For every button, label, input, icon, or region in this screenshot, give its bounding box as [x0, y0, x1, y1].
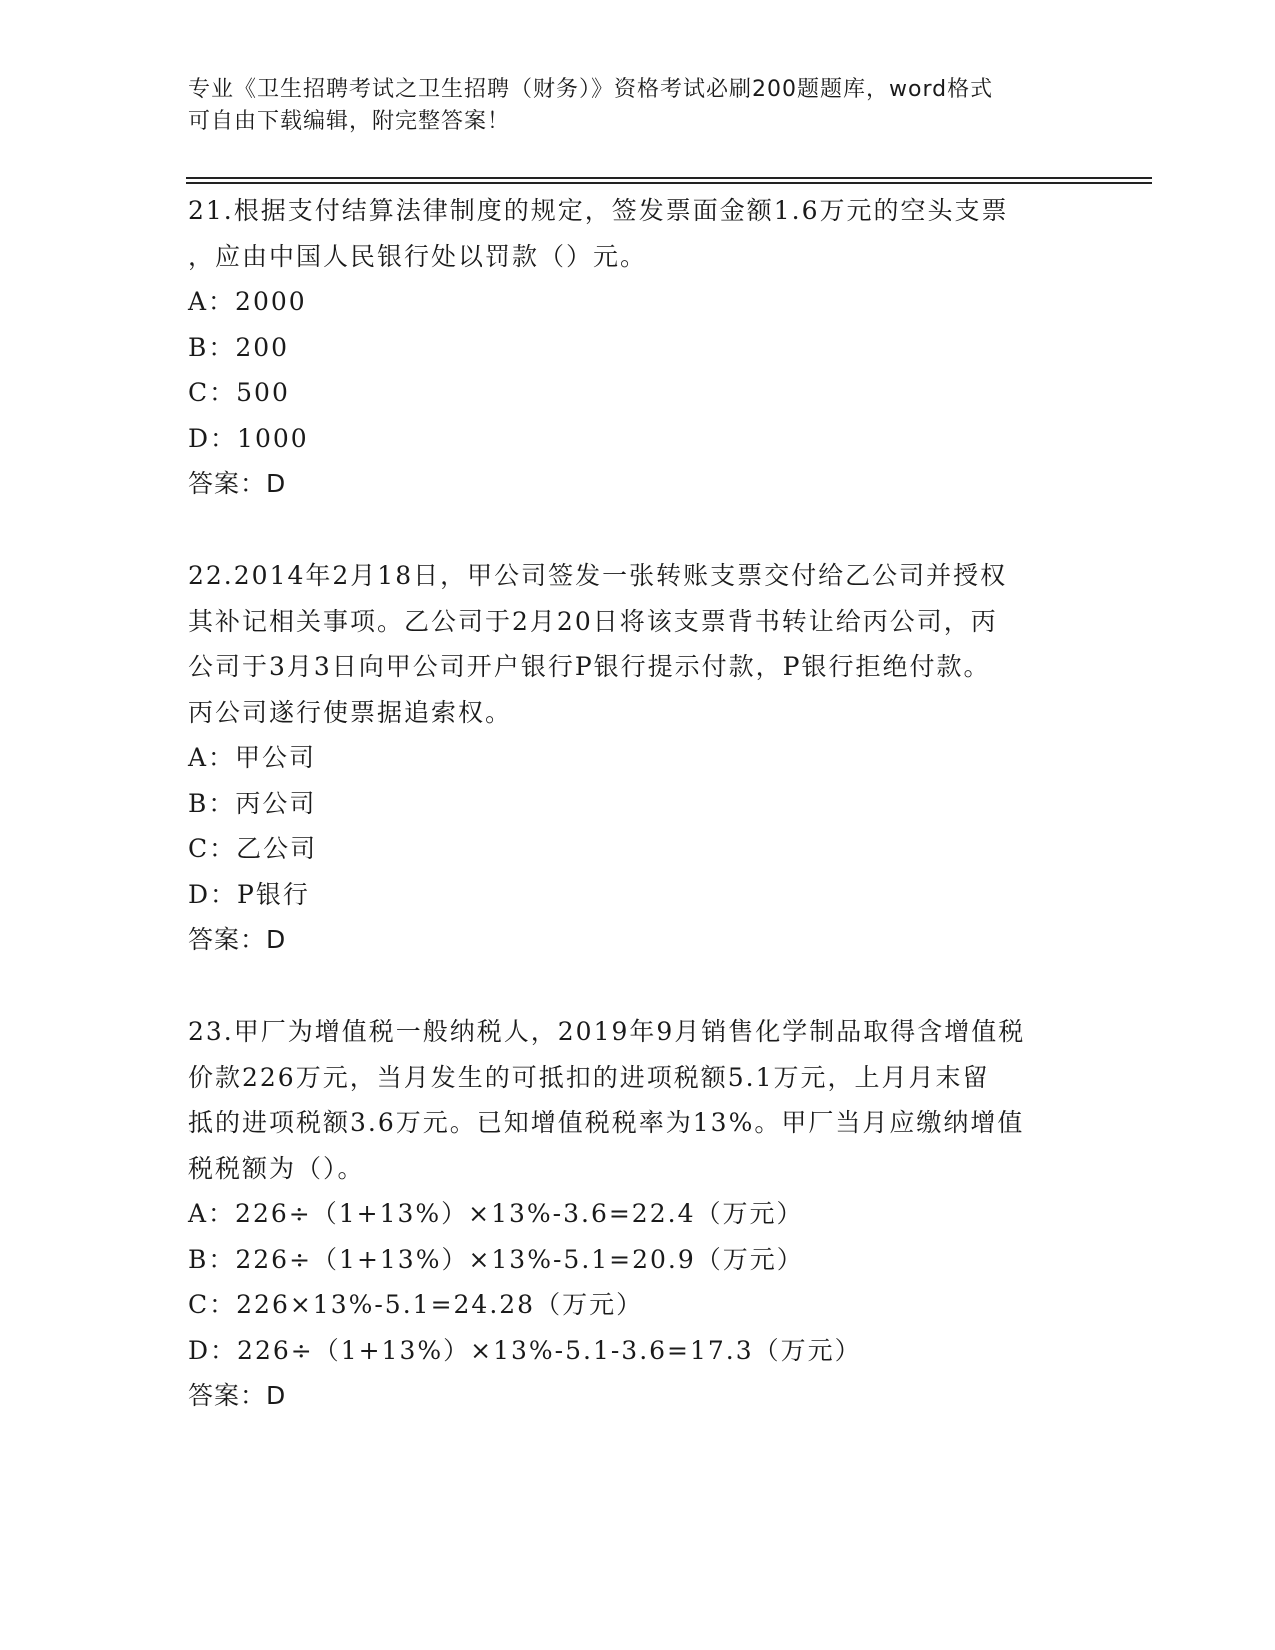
- stem-line: 税税额为（）。: [188, 1153, 365, 1183]
- header-divider-top: [186, 177, 1152, 179]
- stem-line: 22.2014年2月18日，甲公司签发一张转账支票交付给乙公司并授权: [188, 561, 1008, 590]
- question-stem: [188, 553, 1088, 735]
- answer-line: 答案：D: [188, 1381, 287, 1410]
- option-list: [188, 735, 1088, 917]
- stem-line: 公司于3月3日向甲公司开户银行P银行提示付款，P银行拒绝付款。: [188, 652, 991, 681]
- question-23: [188, 1009, 1088, 1418]
- option-d: D：1000: [188, 423, 309, 453]
- option-a: A：甲公司: [188, 743, 317, 772]
- option-d: D：226÷（1+13%）×13%-5.1-3.6=17.3（万元）: [188, 1335, 862, 1365]
- header-divider-bottom: [186, 182, 1152, 184]
- option-a: A：2000: [188, 287, 307, 316]
- question-stem: [188, 188, 1088, 279]
- question-stem: [188, 1009, 1088, 1191]
- option-list: [188, 279, 1088, 461]
- header-line-2: 可自由下载编辑，附完整答案！: [188, 109, 511, 134]
- stem-line: 丙公司遂行使票据追索权。: [188, 697, 513, 727]
- stem-line: 其补记相关事项。乙公司于2月20日将该支票背书转让给丙公司，丙: [188, 606, 998, 636]
- option-list: [188, 1191, 1088, 1373]
- document-header: [188, 74, 1068, 138]
- stem-line: ，应由中国人民银行处以罚款（）元。: [188, 241, 648, 271]
- stem-line: 抵的进项税额3.6万元。已知增值税税率为13%。甲厂当月应缴纳增值: [188, 1108, 1025, 1137]
- option-d: D：P银行: [188, 879, 310, 909]
- answer-line: 答案：D: [188, 925, 287, 954]
- question-21: [188, 188, 1088, 506]
- option-b: B：200: [188, 332, 290, 362]
- option-b: B：226÷（1+13%）×13%-5.1=20.9（万元）: [188, 1244, 804, 1274]
- answer-line: 答案：D: [188, 469, 287, 498]
- option-a: A：226÷（1+13%）×13%-3.6=22.4（万元）: [188, 1199, 804, 1228]
- option-c: C：500: [188, 378, 290, 407]
- stem-line: 价款226万元，当月发生的可抵扣的进项税额5.1万元，上月月末留: [188, 1062, 990, 1092]
- option-b: B：丙公司: [188, 788, 317, 818]
- option-c: C：226×13%-5.1=24.28（万元）: [188, 1290, 644, 1319]
- header-line-1: 专业《卫生招聘考试之卫生招聘（财务）》资格考试必刷200题题库，word格式: [188, 77, 994, 102]
- question-22: [188, 553, 1088, 962]
- option-c: C：乙公司: [188, 834, 318, 863]
- stem-line: 23.甲厂为增值税一般纳税人，2019年9月销售化学制品取得含增值税: [188, 1017, 1026, 1046]
- stem-line: 21.根据支付结算法律制度的规定，签发票面金额1.6万元的空头支票: [188, 196, 1009, 225]
